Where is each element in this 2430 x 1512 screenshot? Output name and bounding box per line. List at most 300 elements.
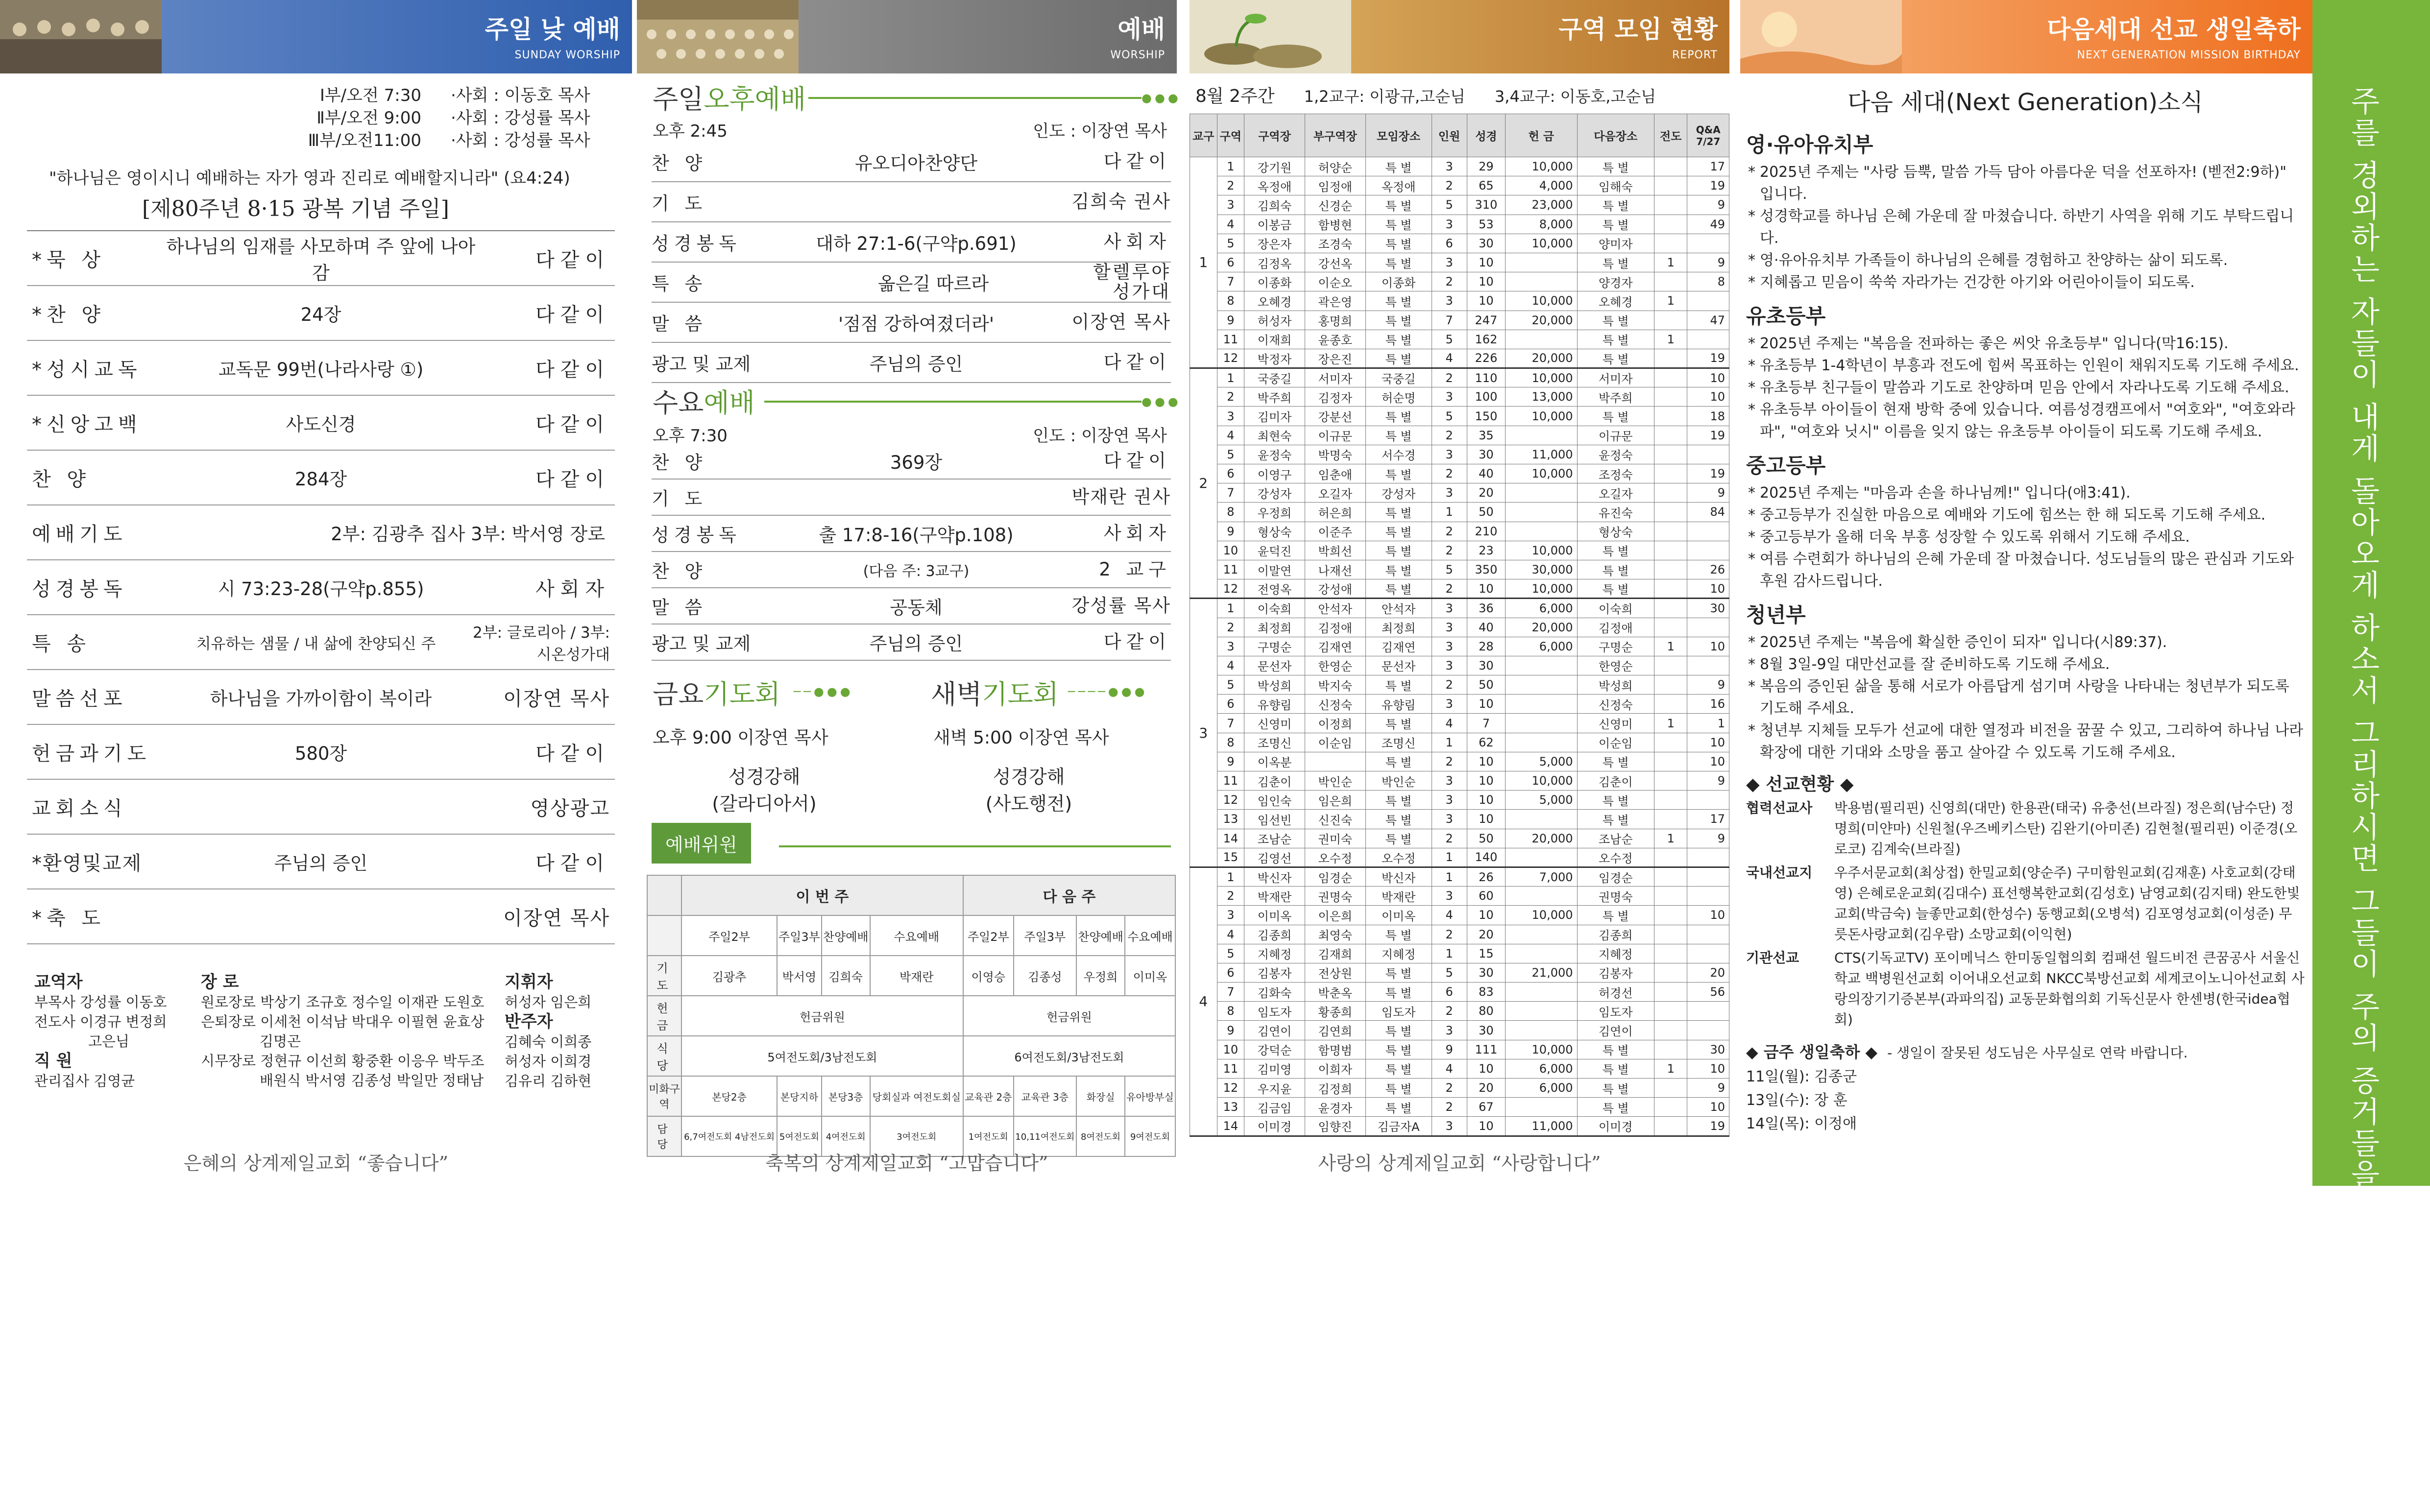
table-cell: 6	[1217, 963, 1244, 982]
table-cell	[1654, 579, 1687, 599]
table-cell: 특 별	[1365, 1040, 1432, 1059]
table-row	[1190, 311, 1729, 330]
table-cell: 140	[1467, 848, 1506, 867]
order-person: 이장연 목사	[503, 907, 610, 930]
table-cell: 특 별	[1577, 810, 1654, 829]
table-cell: 7	[1217, 272, 1244, 291]
table-cell: 20,000	[1506, 311, 1577, 330]
worship-header	[637, 0, 1177, 73]
table-cell: 권미숙	[1305, 829, 1365, 848]
table-cell: 특 별	[1365, 791, 1432, 810]
table-cell	[1654, 599, 1687, 618]
table-cell: 임경순	[1577, 867, 1654, 886]
staff-column	[505, 972, 622, 1091]
table-cell: 오수정	[1577, 848, 1654, 867]
table-cell: 특 별	[1577, 906, 1654, 925]
table-cell: 2	[1217, 387, 1244, 407]
order-person: 김희숙 권사	[1071, 191, 1171, 212]
table-cell: 임춘애	[1305, 464, 1365, 483]
order-row	[652, 222, 1171, 263]
table-cell	[1506, 522, 1577, 541]
table-row	[647, 1036, 1175, 1076]
section-rule	[808, 97, 1142, 99]
table-cell: 이영구	[1244, 464, 1305, 483]
table-cell: 특 별	[1577, 752, 1654, 771]
table-cell: 5	[1217, 445, 1244, 464]
table-row	[1190, 503, 1729, 522]
table-cell	[1687, 867, 1729, 886]
order-label: 기 도	[652, 193, 707, 214]
table-cell: 60	[1467, 887, 1506, 906]
table-cell: 14	[1217, 1117, 1244, 1136]
news-list	[1746, 333, 2305, 443]
table-cell: 최영숙	[1305, 925, 1365, 944]
table-cell: 4	[1432, 1059, 1467, 1078]
table-cell: 조명신	[1244, 733, 1305, 752]
table-cell	[1654, 810, 1687, 829]
table-cell: 임향진	[1305, 1117, 1365, 1136]
table-cell: 6,000	[1506, 599, 1577, 618]
table-cell: 특 별	[1365, 291, 1432, 311]
table-cell: 임도자	[1244, 1002, 1305, 1021]
table-cell: 조남순	[1244, 829, 1305, 848]
mission-value: 박용범(필리핀) 신영희(대만) 한용관(태국) 유충선(브라질) 정은희(남수단) 정명희(미얀마) 신원철(우즈베키스탄) 김완기(아미존) 김현철(필리핀) 이준경(오로코) 김계숙(브라질)	[1834, 800, 2298, 857]
staff-column	[34, 972, 201, 1091]
table-cell	[1687, 541, 1729, 560]
staff-line: 관리집사 김영균	[34, 1073, 135, 1089]
table-corner	[647, 915, 681, 956]
table-cell: 박희선	[1305, 541, 1365, 560]
table-cell: 2	[1432, 272, 1467, 291]
table-cell: 김재연	[1365, 637, 1432, 656]
table-cell: 특 별	[1577, 330, 1654, 349]
table-row	[1190, 1021, 1729, 1040]
table-cell	[1654, 157, 1687, 176]
table-cell: 10	[1467, 752, 1506, 771]
order-label: 광고 및 교제	[652, 633, 751, 654]
table-cell: 10	[1467, 291, 1506, 311]
table-cell: 5	[1217, 944, 1244, 963]
table-cell: 1	[1654, 330, 1687, 349]
list-item: * 유초등부 아이들이 현재 방학 중에 있습니다. 여름성경캠프에서 "여호와", "여호와라파", "여호와 닛시" 이름을 잊지 않는 유초등부 아이들이 되도록 기도해 주세요.	[1746, 399, 2305, 443]
order-label: *성시교독	[32, 358, 142, 381]
table-cell: 2	[1432, 1098, 1467, 1117]
study-book: (사도행전)	[985, 793, 1072, 815]
list-item: * 중고등부가 진실한 마음으로 예배와 기도에 힘쓰는 한 해 되도록 기도해 주세요.	[1746, 504, 2305, 526]
table-cell: 30	[1687, 1040, 1729, 1059]
table-row	[1190, 560, 1729, 579]
table-cell: 김금자A	[1365, 1117, 1432, 1136]
table-cell: 5	[1432, 330, 1467, 349]
order-label: *환영및교제	[32, 852, 143, 875]
table-cell: 13,000	[1506, 387, 1577, 407]
table-cell: 신경순	[1305, 195, 1365, 215]
section-dots: ──●●●	[794, 685, 853, 698]
table-cell: 5	[1432, 195, 1467, 215]
table-cell: 강성자	[1244, 483, 1305, 503]
table-cell: 8,000	[1506, 215, 1577, 234]
table-cell: 1	[1654, 253, 1687, 272]
table-cell: 9	[1687, 483, 1729, 503]
column-header: 다음장소	[1577, 114, 1654, 157]
table-cell	[1654, 195, 1687, 215]
table-cell: 10	[1687, 368, 1729, 387]
mission-row	[1746, 863, 2305, 945]
staff-line: 부목사 강성률 이동호	[34, 994, 167, 1010]
table-cell	[1305, 752, 1365, 771]
table-cell: 헌금위원	[963, 996, 1175, 1036]
table-cell	[1654, 407, 1687, 426]
title-part: 기도회	[982, 679, 1059, 710]
order-row	[27, 286, 615, 341]
table-cell: 전상원	[1305, 963, 1365, 982]
report-summary	[1195, 82, 1729, 107]
column-header: 구역	[1217, 114, 1244, 157]
table-cell: 30	[1687, 599, 1729, 618]
table-cell: 84	[1687, 503, 1729, 522]
order-content: 주님의 증인	[869, 633, 963, 654]
order-label: 특 송	[652, 273, 707, 294]
table-cell: 특 별	[1365, 195, 1432, 215]
table-cell: 유아방부실	[1125, 1076, 1175, 1116]
table-row	[1190, 176, 1729, 195]
dawn-prayer-title	[931, 673, 1059, 711]
table-row	[1190, 695, 1729, 714]
service-host: ·사회 : 이동호 목사	[451, 86, 590, 105]
order-label: 찬 양	[32, 468, 91, 491]
table-cell: 2	[1217, 176, 1244, 195]
order-row	[652, 443, 1171, 480]
table-row	[1190, 291, 1729, 311]
table-cell: 10	[1687, 1098, 1729, 1117]
table-row	[1190, 195, 1729, 215]
order-row	[652, 480, 1171, 516]
table-cell: 김연이	[1577, 1021, 1654, 1040]
section-heading: 유초등부	[1746, 304, 1826, 328]
table-row	[1190, 944, 1729, 963]
staff-heading: 교역자	[34, 972, 83, 992]
mission-label: 기관선교	[1746, 950, 1799, 966]
scripture-verse: 주를 경외하는 자들이 내게 돌아오게 하소서 그리하시면 그들이 주의 증거들을 알리이다 (시119:79)	[2346, 86, 2380, 1512]
table-cell	[1687, 1021, 1729, 1040]
order-person: 다같이	[1103, 151, 1171, 172]
table-cell: 특 별	[1365, 983, 1432, 1002]
table-cell: 2	[1432, 752, 1467, 771]
table-cell: 11	[1217, 330, 1244, 349]
choir-photo	[637, 0, 799, 73]
group-report-panel	[1190, 0, 1729, 1186]
table-cell: 4	[1432, 714, 1467, 733]
table-cell: 1	[1432, 867, 1467, 886]
table-cell: 박주희	[1244, 387, 1305, 407]
order-row	[652, 516, 1171, 552]
table-cell: 3	[1432, 387, 1467, 407]
table-cell	[1654, 675, 1687, 695]
order-label: 찬 양	[652, 561, 707, 582]
table-cell: 2	[1432, 426, 1467, 445]
table-cell: 19	[1687, 349, 1729, 368]
table-cell: 20,000	[1506, 829, 1577, 848]
list-item: * 유초등부 친구들이 말씀과 기도로 찬양하며 믿음 안에서 자라나도록 기도해 주세요.	[1746, 377, 2305, 399]
table-cell: 19	[1687, 1117, 1729, 1136]
birthday-note: - 생일이 잘못된 성도님은 사무실로 연락 바랍니다.	[1887, 1045, 2188, 1061]
table-cell: 5	[1432, 963, 1467, 982]
table-row	[1190, 983, 1729, 1002]
table-cell: 83	[1467, 983, 1506, 1002]
table-cell: 특 별	[1365, 541, 1432, 560]
table-cell: 4	[1217, 656, 1244, 675]
table-cell: 지혜정	[1365, 944, 1432, 963]
table-row	[647, 875, 1175, 915]
table-cell: 1	[1654, 1059, 1687, 1078]
table-cell: 9	[1432, 1040, 1467, 1059]
table-cell: 23	[1467, 541, 1506, 560]
order-row	[27, 505, 615, 560]
table-cell: 5,000	[1506, 791, 1577, 810]
news-list	[1746, 631, 2305, 764]
table-cell: 박명숙	[1305, 445, 1365, 464]
table-cell: 49	[1687, 215, 1729, 234]
column-header: 전도	[1654, 114, 1687, 157]
table-cell	[1687, 522, 1729, 541]
table-row	[1190, 483, 1729, 503]
staff-column	[201, 972, 505, 1091]
list-item: * 2025년 주제는 "사랑 듬뿍, 말씀 가득 담아 아름다운 덕을 선포하자! (벧전2:9하)" 입니다.	[1746, 161, 2305, 205]
study-title: 성경강해	[728, 766, 801, 788]
order-person: 다같이	[535, 248, 610, 271]
table-header-row	[1190, 114, 1729, 157]
table-cell: 이봉금	[1244, 215, 1305, 234]
table-cell: 10	[1687, 637, 1729, 656]
table-cell: 30	[1467, 1021, 1506, 1040]
list-item: * 중고등부가 올해 더욱 부흥 성장할 수 있도록 위해서 기도해 주세요.	[1746, 526, 2305, 548]
table-cell: 3	[1432, 445, 1467, 464]
table-cell: 김희숙	[1244, 195, 1305, 215]
news-title: 다음 세대(Next Generation)소식	[1847, 89, 2203, 116]
table-cell: 지혜정	[1577, 944, 1654, 963]
table-cell: 박정자	[1244, 349, 1305, 368]
table-cell: 박주희	[1577, 387, 1654, 407]
order-person: 다같이	[535, 468, 610, 491]
table-cell	[1687, 1002, 1729, 1021]
table-cell: 특 별	[1577, 157, 1654, 176]
table-cell: 김정희	[1305, 1079, 1365, 1098]
table-cell: 오수정	[1365, 848, 1432, 867]
table-cell	[1654, 503, 1687, 522]
group-table-body	[1190, 157, 1729, 1136]
order-content: 치유하는 샘물 / 내 삶에 찬양되신 주	[196, 635, 436, 653]
column-header: 찬양예배	[1076, 915, 1125, 956]
table-cell	[1506, 426, 1577, 445]
table-cell: 50	[1467, 675, 1506, 695]
mission-value: CTS(기독교TV) 포이메닉스 한미동일협의회 컴패션 월드비전 큰꿈공사 서울신학교 백병원선교회 이어내오선교회 NKCC북방선교회 세계코이노니아선교회 사랑의장기기증본부(과파의집) 교동문화협의회 기독신문사 한센병(한국idea협회)	[1834, 950, 2305, 1028]
table-row	[1190, 675, 1729, 695]
table-cell: 10	[1687, 1059, 1729, 1078]
table-cell: 1	[1654, 291, 1687, 311]
table-cell	[1506, 810, 1577, 829]
table-cell: 특 별	[1365, 1098, 1432, 1117]
table-cell: 2	[1432, 176, 1467, 195]
table-cell: 2	[1217, 887, 1244, 906]
order-row	[652, 182, 1171, 222]
order-person: 다같이	[1103, 450, 1171, 471]
table-cell: 김화숙	[1244, 983, 1305, 1002]
table-cell: 3	[1432, 618, 1467, 637]
table-cell: 이미옥	[1244, 906, 1305, 925]
table-cell: 56	[1687, 983, 1729, 1002]
staff-line: 허성자 이희경	[505, 1053, 592, 1070]
table-cell: 특 별	[1365, 579, 1432, 599]
table-cell: 6,000	[1506, 637, 1577, 656]
table-cell: 111	[1467, 1040, 1506, 1059]
table-row	[1190, 1040, 1729, 1059]
table-cell: 3	[1432, 253, 1467, 272]
table-cell	[1654, 887, 1687, 906]
order-person: 다같이	[535, 303, 610, 326]
table-cell	[1654, 1040, 1687, 1059]
section-rule	[779, 845, 1171, 847]
table-cell: 이정희	[1305, 714, 1365, 733]
table-cell: 20	[1467, 483, 1506, 503]
panel-subtitle: WORSHIP	[1110, 49, 1165, 61]
table-cell: 10	[1467, 1117, 1506, 1136]
table-cell: 10,000	[1506, 541, 1577, 560]
table-cell	[1654, 1002, 1687, 1021]
table-cell: 허성자	[1244, 311, 1305, 330]
table-row	[1190, 1117, 1729, 1136]
report-header	[1190, 0, 1729, 73]
table-cell: 10	[1687, 752, 1729, 771]
table-cell	[1654, 656, 1687, 675]
table-cell: 6	[1432, 234, 1467, 253]
table-cell: 6	[1217, 464, 1244, 483]
table-cell: 윤덕진	[1244, 541, 1305, 560]
order-content: 284장	[294, 469, 347, 490]
table-cell: 박인순	[1365, 771, 1432, 791]
group-leaders: 1,2교구: 이광규,고순님	[1304, 87, 1465, 106]
table-cell: 2	[1217, 618, 1244, 637]
column-header: 모임장소	[1365, 114, 1432, 157]
table-cell: 본당3층	[822, 1076, 870, 1116]
table-cell: 신영미	[1577, 714, 1654, 733]
order-person: 다같이	[1103, 631, 1171, 652]
table-cell: 12	[1217, 1079, 1244, 1098]
staff-line: 고은님	[88, 1033, 130, 1050]
table-cell: 7	[1217, 714, 1244, 733]
friday-time: 오후 9:00 이장연 목사	[653, 728, 828, 748]
table-corner	[647, 875, 681, 915]
list-item: * 여름 수련회가 하나님의 은혜 가운데 잘 마쳤습니다. 성도님들의 많은 관심과 기도와 후원 감사드립니다.	[1746, 548, 2305, 592]
table-cell: 10	[1687, 387, 1729, 407]
table-cell	[1654, 176, 1687, 195]
table-cell: 10	[1687, 579, 1729, 599]
table-cell: 이미경	[1244, 1117, 1305, 1136]
table-cell: 5,000	[1506, 752, 1577, 771]
table-cell: 김희숙	[822, 956, 870, 996]
title-part: 예배	[704, 387, 755, 418]
table-cell: 10	[1467, 272, 1506, 291]
table-cell: 1	[1217, 368, 1244, 387]
order-content: 2부: 김광추 집사 3부: 박서영 장로	[331, 524, 605, 545]
table-cell	[1687, 791, 1729, 810]
table-row	[1190, 407, 1729, 426]
table-cell: 3	[1432, 887, 1467, 906]
table-cell: 3	[1432, 695, 1467, 714]
table-cell	[1506, 733, 1577, 752]
table-cell	[1506, 695, 1577, 714]
table-cell: 67	[1467, 1098, 1506, 1117]
table-row	[1190, 272, 1729, 291]
staff-line: 은퇴장로 이세천 이석남 박대우 이필현 윤효상	[201, 1013, 485, 1030]
order-person: 할렐루야 성가대	[1093, 262, 1171, 302]
table-cell: 12	[1217, 349, 1244, 368]
table-cell	[1687, 618, 1729, 637]
table-cell: 김미자	[1244, 407, 1305, 426]
table-cell: 이미옥	[1125, 956, 1175, 996]
table-cell: 강성애	[1305, 579, 1365, 599]
order-person: 사회자	[1103, 231, 1171, 252]
table-cell: 10	[1687, 733, 1729, 752]
title-part: 주일	[653, 84, 704, 115]
table-row	[647, 956, 1175, 996]
table-cell: 박신자	[1365, 867, 1432, 886]
service-time: Ⅰ부/오전 7:30	[319, 86, 421, 105]
staff-line: 김혜숙 이희종	[505, 1033, 592, 1050]
panel-subtitle: SUNDAY WORSHIP	[514, 49, 620, 61]
table-cell: 이말연	[1244, 560, 1305, 579]
table-cell: 10	[1467, 253, 1506, 272]
table-row	[1190, 215, 1729, 234]
table-cell: 임해숙	[1577, 176, 1654, 195]
order-content: 시 73:23-28(구약p.855)	[218, 578, 424, 600]
table-cell: 당회실과 여전도회실	[870, 1076, 963, 1116]
table-cell: 10,000	[1506, 407, 1577, 426]
wednesday-time: 오후 7:30	[653, 426, 728, 446]
table-cell: 20	[1467, 1079, 1506, 1098]
table-cell	[1506, 503, 1577, 522]
table-cell: 이재희	[1244, 330, 1305, 349]
table-cell: 이숙희	[1244, 599, 1305, 618]
order-label: 교회소식	[32, 797, 127, 820]
table-cell: 특 별	[1577, 560, 1654, 579]
table-cell: 10,000	[1506, 906, 1577, 925]
column-header: 수요예배	[870, 915, 963, 956]
table-cell: 8	[1217, 733, 1244, 752]
table-cell: 문선자	[1244, 656, 1305, 675]
table-cell: 박성희	[1244, 675, 1305, 695]
table-cell: 특 별	[1365, 675, 1432, 695]
column-header: 주일3부	[777, 915, 822, 956]
table-cell: 김광추	[681, 956, 777, 996]
table-cell: 65	[1467, 176, 1506, 195]
order-label: 찬 양	[652, 153, 707, 174]
table-cell: 장은진	[1305, 349, 1365, 368]
service-host: ·사회 : 강성률 목사	[451, 108, 590, 128]
committee-label: 예배위원	[652, 823, 751, 864]
table-row	[647, 996, 1175, 1036]
table-cell: 19	[1687, 176, 1729, 195]
table-cell: 조명신	[1365, 733, 1432, 752]
table-cell: 11	[1217, 1059, 1244, 1078]
table-cell: 10	[1467, 771, 1506, 791]
order-row	[27, 231, 615, 286]
table-cell: 3	[1432, 1117, 1467, 1136]
table-cell: 9	[1687, 1079, 1729, 1098]
staff-list	[34, 972, 622, 1091]
mission-value: 우주서문교회(최상접) 한밀교회(양순주) 구미함원교회(김재훈) 사호교회(강태영) 은혜로운교회(김대수) 표선행복한교회(김성호) 남영교회(김지태) 완도한빛교회(박금숙) 늘좋만교회(한성수) 동행교회(오병석) 김포영성교회(이성준) 무릇돈사랑교회(김우람) 소망교회(이익현)	[1834, 864, 2300, 942]
birthday-title: ◆ 금주 생일축하 ◆	[1746, 1043, 1878, 1061]
table-cell: 30	[1467, 234, 1506, 253]
